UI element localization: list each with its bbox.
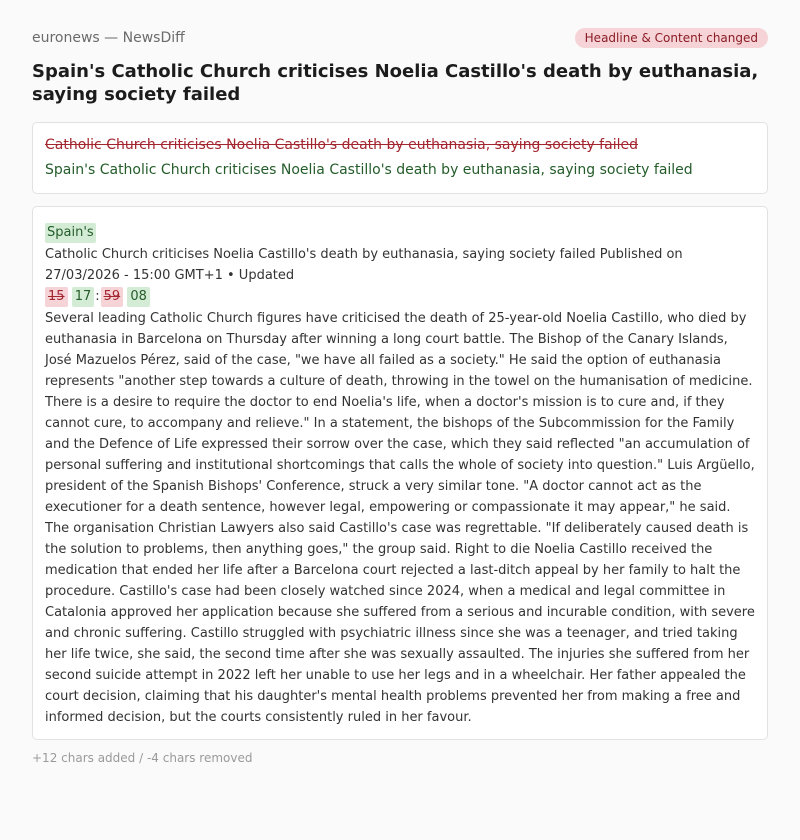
diff-stats: +12 chars added / -4 chars removed: [32, 751, 253, 765]
article-body: Several leading Catholic Church figures have criticised the death of 25-year-old Noelia Castillo, who died by euthanasia in Barcelona on Thursday after winning a long court battle. The Bishop of the Canary Islands, José Mazuelos Pérez, said of the case, "we have all failed as a society." He said the option of euthanasia represents "another step towards a culture of death, throwing in the towel on the humanisation of medicine. There is a desire to require the doctor to end Noelia's life, when a doctor's mission is to cure and, if they cannot cure, to accompany and relieve." In a statement, the bishops of the Subcommission for the Family and the Defence of Life expressed their sorrow over the case, which they said reflected "an accumulation of personal suffering and institutional shortcomings that calls the whole of society into question." Luis Argüello, president of the Spanish Bishops' Conference, struck a very similar tone. "A doctor cannot act as the executioner for a death sentence, however legal, empowering or compassionate it may appear," he said. The organisation Christian Lawyers also said Castillo's case was regrettable. "If deliberately caused death is the solution to problems, then anything goes," the group said. Right to die Noelia Castillo received the medication that ended her life after a Barcelona court rejected a last-ditch appeal by her family to halt the procedure. Castillo's case had been closely watched since 2024, when a medical and legal committee in Catalonia approved her application because she suffered from a serious and incurable condition, with severe and chronic suffering. Castillo struggled with psychiatric illness since she was a teenager, and tried taking her life twice, she said, the second time after she was sexually assaulted. The injuries she suffered from her second suicide attempt in 2022 left her unable to use her legs and in a wheelchair. Her father appealed the court decision, claiming that his daughter's mental health problems prevented her from making a free and informed decision, but the courts consistently ruled in her favour.: [45, 311, 755, 725]
new-headline: Spain's Catholic Church criticises Noelia Castillo's death by euthanasia, saying society failed: [45, 162, 693, 178]
top-bar: [32, 28, 768, 48]
source-label: euronews — NewsDiff: [32, 30, 185, 46]
content-diff-card: [32, 206, 768, 740]
added-hour: 17: [72, 287, 95, 307]
page-title: Spain's Catholic Church criticises Noelia Castillo's death by euthanasia, saying society failed: [32, 61, 759, 105]
content-diff-body: [45, 221, 757, 728]
article-meta: Catholic Church criticises Noelia Castillo's death by euthanasia, saying society failed Published on 27/03/2026 - 15:00 GMT+1 • Updated: [45, 247, 683, 283]
removed-minute: 59: [101, 287, 124, 307]
added-minute: 08: [127, 287, 150, 307]
removed-hour: 15: [45, 287, 68, 307]
added-word-highlight: Spain's: [45, 223, 96, 243]
time-diff: [45, 286, 757, 307]
time-separator: :: [95, 289, 100, 304]
change-status-badge: Headline & Content changed: [575, 28, 768, 48]
old-headline: Catholic Church criticises Noelia Castillo's death by euthanasia, saying society failed: [45, 137, 638, 153]
headline-diff-card: [32, 122, 768, 194]
